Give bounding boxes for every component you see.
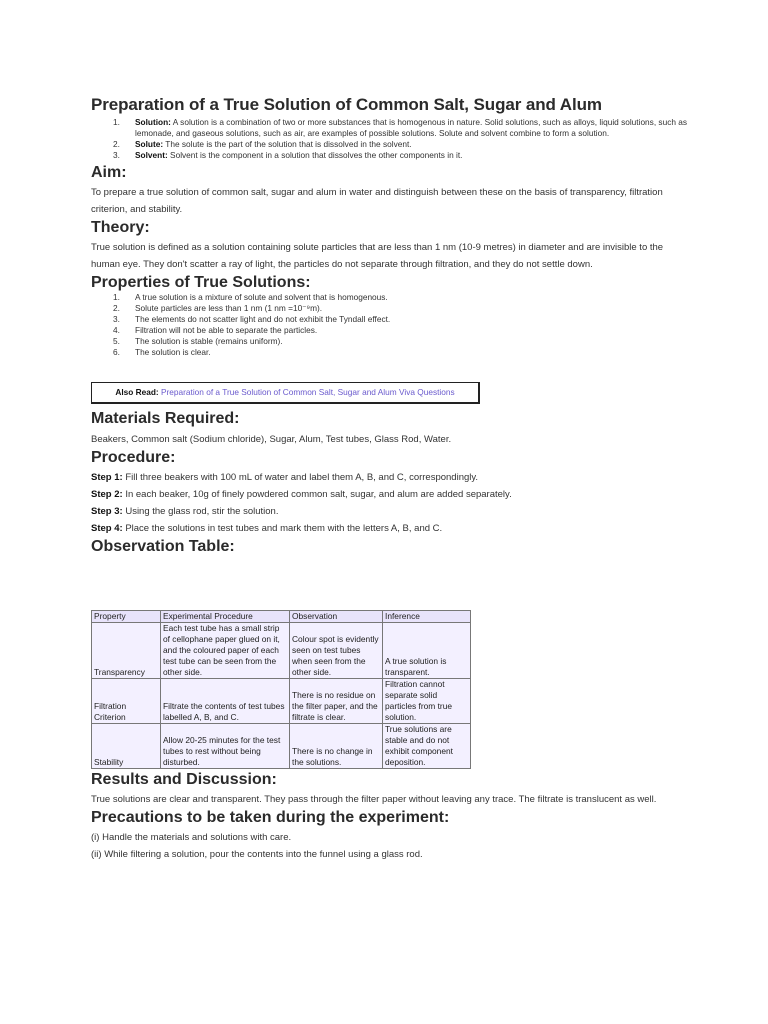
theory-text: True solution is defined as a solution containing solute particles that are less than 1 nm (10-9 metres) in diameter and are invisible to the human eye. They don't scatter a ray of light, the particles do not separate through filtration, and they do not settle down. xyxy=(91,242,664,270)
observation-heading: Observation Table: xyxy=(91,538,235,555)
table-cell: Filtration cannot separate solid particles from true solution. xyxy=(383,679,471,724)
list-item: 1. A true solution is a mixture of solute and solvent that is homogenous. xyxy=(113,292,388,302)
materials-heading: Materials Required: xyxy=(91,410,240,427)
list-item: 5. The solution is stable (remains uniform). xyxy=(113,336,283,346)
table-cell: Stability xyxy=(92,724,161,769)
table-cell: A true solution is transparent. xyxy=(383,623,471,679)
list-item: 6. The solution is clear. xyxy=(113,347,211,357)
also-read-label: Also Read: xyxy=(115,387,159,397)
results-text: True solutions are clear and transparent. They pass through the filter paper without leaving any trace. The filtrate is translucent as well. xyxy=(91,794,657,805)
definitions-list xyxy=(91,117,691,161)
precautions-heading: Precautions to be taken during the experiment: xyxy=(91,809,450,826)
table-cell: Colour spot is evidently seen on test tubes when seen from the other side. xyxy=(290,623,383,679)
also-read-box xyxy=(91,382,480,404)
table-row xyxy=(92,724,471,769)
document xyxy=(91,95,691,863)
procedure-step: Step 3: Using the glass rod, stir the solution. xyxy=(91,506,279,517)
table-cell: Each test tube has a small strip of cellophane paper glued on it, and the coloured paper of each test tube can be seen from the other side. xyxy=(161,623,290,679)
table-header-row xyxy=(92,611,471,623)
table-header-cell: Observation xyxy=(290,611,383,623)
procedure-steps xyxy=(91,469,691,537)
precaution-item: (i) Handle the materials and solutions with care. xyxy=(91,832,292,843)
table-header-cell: Experimental Procedure xyxy=(161,611,290,623)
list-item: 3. The elements do not scatter light and do not exhibit the Tyndall effect. xyxy=(113,314,391,324)
page-title: Preparation of a True Solution of Common Salt, Sugar and Alum xyxy=(91,95,602,114)
procedure-step: Step 2: In each beaker, 10g of finely powdered common salt, sugar, and alum are added separately. xyxy=(91,489,512,500)
table-cell: There is no residue on the filter paper, and the filtrate is clear. xyxy=(290,679,383,724)
table-header-cell: Property xyxy=(92,611,161,623)
theory-heading: Theory: xyxy=(91,219,150,236)
properties-list xyxy=(91,292,691,358)
table-cell: Filtration Criterion xyxy=(92,679,161,724)
table-cell: True solutions are stable and do not exhibit component deposition. xyxy=(383,724,471,769)
observation-table xyxy=(91,610,471,769)
materials-text: Beakers, Common salt (Sodium chloride), Sugar, Alum, Test tubes, Glass Rod, Water. xyxy=(91,434,452,445)
table-row xyxy=(92,623,471,679)
procedure-heading: Procedure: xyxy=(91,449,176,466)
also-read-link[interactable]: Preparation of a True Solution of Common Salt, Sugar and Alum Viva Questions xyxy=(161,387,455,397)
list-item: 3. Solvent: Solvent is the component in a solution that dissolves the other components in it. xyxy=(113,150,463,160)
procedure-step: Step 4: Place the solutions in test tubes and mark them with the letters A, B, and C. xyxy=(91,523,443,534)
table-header-cell: Inference xyxy=(383,611,471,623)
aim-heading: Aim: xyxy=(91,164,127,181)
table-cell: Filtrate the contents of test tubes labelled A, B, and C. xyxy=(161,679,290,724)
results-heading: Results and Discussion: xyxy=(91,771,277,788)
properties-heading: Properties of True Solutions: xyxy=(91,274,311,291)
aim-text: To prepare a true solution of common salt, sugar and alum in water and distinguish between these on the basis of transparency, filtration criterion, and stability. xyxy=(91,187,663,215)
procedure-step: Step 1: Fill three beakers with 100 mL of water and label them A, B, and C, correspondingly. xyxy=(91,472,479,483)
list-item: 4. Filtration will not be able to separate the particles. xyxy=(113,325,318,335)
list-item: 2. Solute: The solute is the part of the solution that is dissolved in the solvent. xyxy=(113,139,412,149)
precaution-item: (ii) While filtering a solution, pour the contents into the funnel using a glass rod. xyxy=(91,849,423,860)
table-cell: Transparency xyxy=(92,623,161,679)
list-item: 2. Solute particles are less than 1 nm (1 nm =10⁻⁹m). xyxy=(113,303,323,313)
list-item: 1. Solution: A solution is a combination of two or more substances that is homogenous in nature. Solid solutions, such as alloys, liquid solutions, such as lemonade, and gaseous solutions, such as air, are examples of possible solutions. Solute and solvent combine to form a solution. xyxy=(113,117,688,138)
table-cell: There is no change in the solutions. xyxy=(290,724,383,769)
table-cell: Allow 20-25 minutes for the test tubes to rest without being disturbed. xyxy=(161,724,290,769)
table-row xyxy=(92,679,471,724)
